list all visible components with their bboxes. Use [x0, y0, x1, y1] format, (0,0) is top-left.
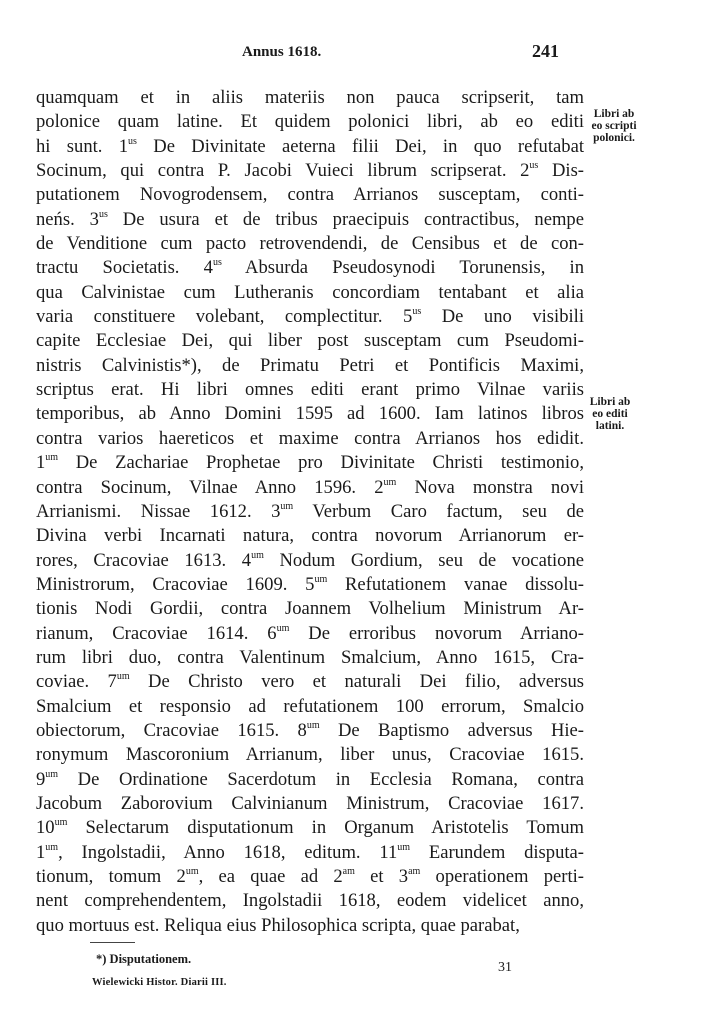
text-segment: De Christo vero et naturali Dei filio, adversus	[129, 671, 584, 693]
text-line	[36, 743, 584, 767]
text-line	[36, 719, 584, 743]
text-segment: Nodum Gordium, seu de vocatione	[263, 549, 584, 571]
text-line	[36, 378, 584, 402]
text-segment: Smalcium et responsio ad refutationem 100 errorum, Smalcio	[36, 695, 584, 717]
text-segment: Nova monstra novi	[396, 476, 584, 498]
ordinal-superscript: um	[280, 500, 294, 512]
text-line	[36, 889, 584, 913]
text-line	[36, 573, 584, 597]
text-line	[36, 402, 584, 426]
text-line	[36, 305, 584, 329]
ordinal-superscript: um	[314, 573, 328, 585]
text-line	[36, 451, 584, 475]
text-segment: 10	[36, 817, 55, 839]
margin-note-polish-books	[590, 108, 638, 144]
text-segment: hi sunt. 1	[36, 135, 129, 157]
ordinal-superscript: us	[529, 160, 539, 172]
text-segment: operationem perti-	[420, 866, 584, 887]
text-segment: , ea quae ad 2	[198, 866, 343, 887]
text-line	[36, 183, 584, 207]
text-line	[36, 110, 584, 134]
text-segment: Selectarum disputationum in Organum Aristotelis Tomum	[67, 817, 584, 839]
running-header-title: Annus 1618.	[242, 44, 322, 60]
text-line	[36, 208, 584, 232]
footer-source-line: Wielewicki Histor. Diarii III.	[92, 977, 227, 988]
text-segment: scriptus erat. Hi libri omnes editi erant primo Vilnae variis	[36, 379, 584, 401]
text-line	[36, 816, 584, 840]
ordinal-superscript: um	[45, 768, 59, 780]
signature-mark: 31	[498, 960, 512, 975]
ordinal-superscript: us	[128, 135, 137, 147]
text-line	[36, 354, 584, 378]
ordinal-superscript: um	[45, 452, 59, 464]
text-segment: quamquam et in aliis materiis non pauca scripserit, tam	[36, 87, 584, 108]
text-line	[36, 159, 584, 183]
text-line	[36, 86, 584, 110]
margin-note-line: Libri ab	[589, 396, 631, 408]
text-segment: De Baptismo adversus Hie-	[319, 719, 584, 741]
text-segment: De erroribus novorum Arriano-	[289, 622, 584, 644]
text-line	[36, 427, 584, 451]
text-segment: 1	[36, 452, 46, 474]
text-line	[36, 695, 584, 719]
text-line	[36, 500, 584, 524]
ordinal-superscript: us	[212, 257, 222, 269]
text-segment: Absurda Pseudosynodi Torunensis, in	[221, 257, 584, 279]
text-segment: rum libri duo, contra Valentinum Smalcium, Anno 1615, Cra-	[36, 646, 584, 668]
text-segment: Socinum, qui contra P. Jacobi Vuieci librum scripserat. 2	[36, 160, 530, 182]
text-line	[36, 256, 584, 280]
text-segment: Verbum Caro factum, seu de	[293, 500, 584, 522]
text-segment: contra Socinum, Vilnae Anno 1596. 2	[36, 476, 384, 498]
text-segment: De Zachariae Prophetae pro Divinitate Christi testimonio,	[58, 452, 584, 474]
text-segment: tractu Societatis. 4	[36, 257, 213, 279]
main-text-block	[36, 86, 584, 938]
text-segment: De usura et de tribus praecipuis contractibus, nempe	[107, 208, 584, 230]
text-segment: de Venditione cum pacto retrovendendi, de Censibus et de con-	[36, 233, 584, 255]
text-segment: nent comprehendentem, Ingolstadii 1618, eodem videlicet anno,	[36, 890, 584, 912]
page-number: 241	[532, 41, 559, 61]
text-segment: Divina verbi Incarnati natura, contra novorum Arrianorum er-	[36, 525, 584, 547]
margin-note-line: eo editi	[592, 408, 628, 420]
text-segment: putationem Novogrodensem, contra Arrianos susceptam, conti-	[36, 184, 584, 206]
text-line	[36, 597, 584, 621]
text-line	[36, 281, 584, 305]
text-line	[36, 476, 584, 500]
text-segment: obiectorum, Cracoviae 1615. 8	[36, 719, 307, 741]
ordinal-superscript: um	[54, 817, 68, 829]
text-line	[36, 549, 584, 573]
footnote-rule	[90, 942, 135, 943]
ordinal-superscript: um	[251, 549, 264, 561]
text-segment: De uno visibili	[421, 306, 584, 328]
text-segment: , Ingolstadii, Anno 1618, editum. 11	[58, 841, 398, 863]
margin-note-line: eo scripti	[591, 120, 637, 132]
text-segment: tionum, tomum 2	[36, 866, 186, 887]
text-line	[36, 646, 584, 670]
text-line	[36, 329, 584, 353]
text-segment: Arrianismi. Nissae 1612. 3	[36, 500, 281, 522]
text-segment: Dis-	[538, 160, 584, 182]
text-segment: qua Calvinistae cum Lutheranis concordiam tentabant et alia	[36, 281, 584, 303]
ordinal-superscript: am	[342, 866, 355, 877]
text-line	[36, 841, 584, 865]
text-segment: polonice quam latine. Et quidem polonici libri, ab eo editi	[36, 111, 584, 133]
text-segment: rianum, Cracoviae 1614. 6	[36, 622, 277, 644]
text-line	[36, 135, 584, 159]
ordinal-superscript: um	[116, 671, 130, 683]
text-segment: coviae. 7	[36, 671, 117, 693]
ordinal-superscript: um	[185, 866, 199, 877]
text-segment: contra varios haereticos et maxime contra Arrianos hos edidit.	[36, 427, 584, 449]
text-segment: Jacobum Zaborovium Calvinianum Ministrum, Cracoviae 1617.	[36, 792, 584, 814]
text-segment: capite Ecclesiae Dei, qui liber post susceptam cum Pseudomi-	[36, 330, 584, 352]
text-line	[36, 865, 584, 889]
text-segment: Ministrorum, Cracoviae 1609. 5	[36, 573, 315, 595]
ordinal-superscript: um	[276, 622, 290, 634]
text-segment: rores, Cracoviae 1613. 4	[36, 549, 252, 571]
footnote: *) Disputationem.	[96, 952, 192, 966]
text-segment: ronymum Mascoronium Arrianum, liber unus, Cracoviae 1615.	[36, 744, 584, 766]
ordinal-superscript: um	[397, 841, 411, 853]
margin-note-line: Libri ab	[593, 108, 635, 120]
text-line	[36, 524, 584, 548]
text-segment: temporibus, ab Anno Domini 1595 ad 1600. Iam latinos libros	[36, 403, 584, 425]
text-segment: quo mortuus est. Reliqua eius Philosophica scripta, quae parabat,	[36, 914, 520, 936]
ordinal-superscript: um	[383, 476, 397, 488]
text-segment: nistris Calvinistis*), de Primatu Petri et Pontificis Maximi,	[36, 354, 584, 376]
text-line	[36, 670, 584, 694]
text-segment: De Ordinatione Sacerdotum in Ecclesia Romana, contra	[58, 768, 584, 790]
text-segment: 1	[36, 841, 46, 863]
text-line	[36, 622, 584, 646]
margin-note-latin-books	[586, 396, 634, 432]
text-line	[36, 914, 584, 938]
text-line	[36, 768, 584, 792]
text-segment: Refutationem vanae dissolu-	[327, 573, 584, 595]
text-line	[36, 232, 584, 256]
text-segment: neńs. 3	[36, 208, 99, 230]
text-segment: De Divinitate aeterna filii Dei, in quo refutabat	[136, 135, 584, 157]
text-segment: tionis Nodi Gordii, contra Joannem Volhelium Ministrum Ar-	[36, 598, 584, 620]
ordinal-superscript: um	[306, 719, 320, 731]
ordinal-superscript: us	[98, 208, 108, 220]
margin-note-line: latini.	[595, 420, 625, 432]
text-segment: varia constituere volebant, complectitur. 5	[36, 306, 413, 328]
margin-note-line: polonici.	[593, 132, 635, 144]
text-segment: Earundem disputa-	[410, 841, 584, 863]
ordinal-superscript: us	[412, 306, 422, 318]
text-segment: et 3	[354, 866, 409, 887]
ordinal-superscript: am	[408, 866, 421, 877]
ordinal-superscript: um	[45, 841, 59, 853]
text-segment: 9	[36, 768, 46, 790]
text-line	[36, 792, 584, 816]
